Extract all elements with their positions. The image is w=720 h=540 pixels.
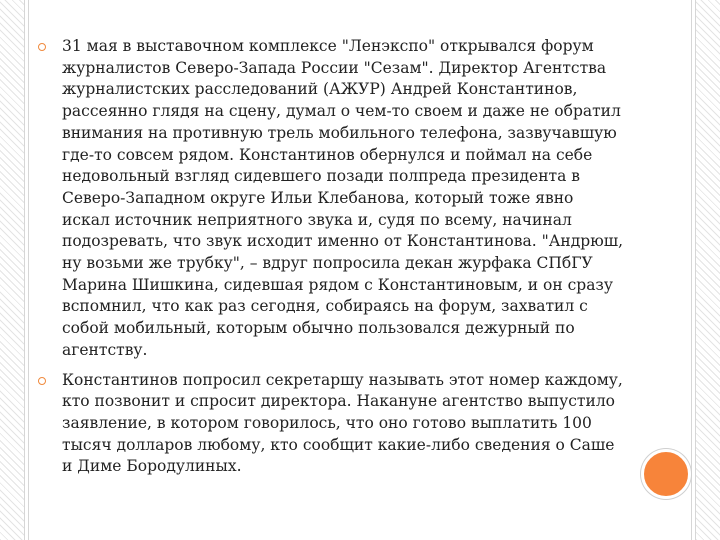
bullet-circle-icon	[34, 36, 62, 58]
bullet-text: Константинов попросил секретаршу называть этот номер каждому, кто позвонит и спросит директора. Накануне агентство выпустило заявление, в котором говорилось, что оно готово выплатить 100 тысяч долларов любому, кто сообщит какие-либо сведения о Саше и Диме Бородулиных.	[62, 370, 623, 476]
bullet-text: 31 мая в выставочном комплексе "Ленэкспо" открывался форум журналистов Северо-Запада России "Сезам". Директор Агентства журналистских расследований (АЖУР) Андрей Константинов, рассеянно глядя на сцену, думал о чем-то своем и даже не обратил внимания на противную трель мобильного телефона, зазвучавшую где-то совсем рядом. Константинов обернулся и поймал на себе недовольный взгляд сидевшего позади полпреда президента в Северо-Западном округе Ильи Клебанова, который тоже явно искал источник неприятного звука и, судя по всему, начинал подозревать, что звук исходит именно от Константинова. "Андрюш, ну возьми же трубку", – вдруг попросила декан журфака СПбГУ Марина Шишкина, сидевшая рядом с Константиновым, и он сразу вспомнил, что как раз сегодня, собираясь на форум, захватил с собой мобильный, которым обычно пользовался дежурный по агентству.	[62, 37, 624, 359]
right-border-line-inner	[691, 0, 692, 540]
right-border-line	[695, 0, 696, 540]
left-hatched-border	[0, 0, 24, 540]
left-border-line	[24, 0, 25, 540]
left-border-line-inner	[28, 0, 29, 540]
bullet-circle-icon	[34, 370, 62, 392]
bullet-item	[34, 370, 624, 479]
bullet-item	[34, 36, 624, 362]
slide-content	[34, 36, 624, 486]
right-hatched-border	[696, 0, 720, 540]
orange-circle-decoration	[641, 449, 691, 499]
